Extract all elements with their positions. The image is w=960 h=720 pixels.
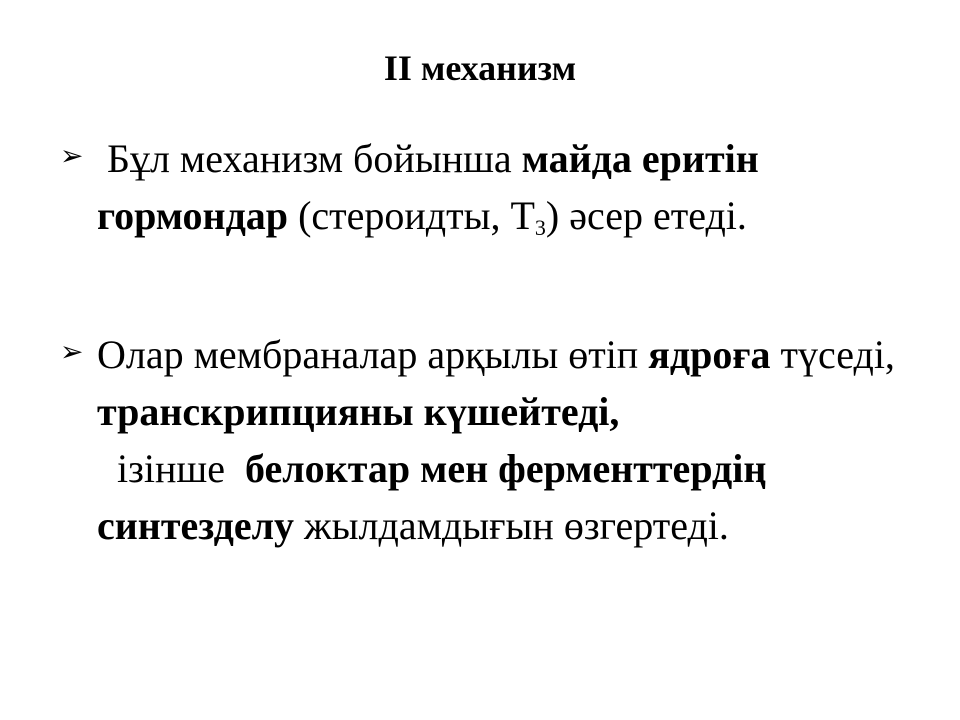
bullet-text-2 [97,326,917,554]
run-bold-text: ядроға [648,332,771,377]
bullet-arrow-icon: ➢ [60,335,84,368]
run-text: (стероидты, Т [288,193,535,238]
run-text: ) әсер етеді. [545,193,747,238]
bullet-text-1 [97,130,907,244]
run-text: түседі, [770,332,895,377]
run-text: Олар мембраналар арқылы өтіп [97,332,649,377]
run-text: Бұл механизм бойынша [107,136,522,181]
bullet-arrow-icon: ➢ [60,139,84,172]
run-bold-text: белоктар мен ферменттердің синтезделу [97,446,767,548]
run-bold-text: майда еритін гормондар [97,136,759,238]
run-bold-text: транскрипцияны күшейтеді, [97,389,620,434]
slide-title: II механизм [383,48,577,88]
run-text: жылдамдығын өзгертеді. [294,503,729,548]
run-text: ізінше [97,446,245,491]
subscript-text: 3 [534,215,546,240]
